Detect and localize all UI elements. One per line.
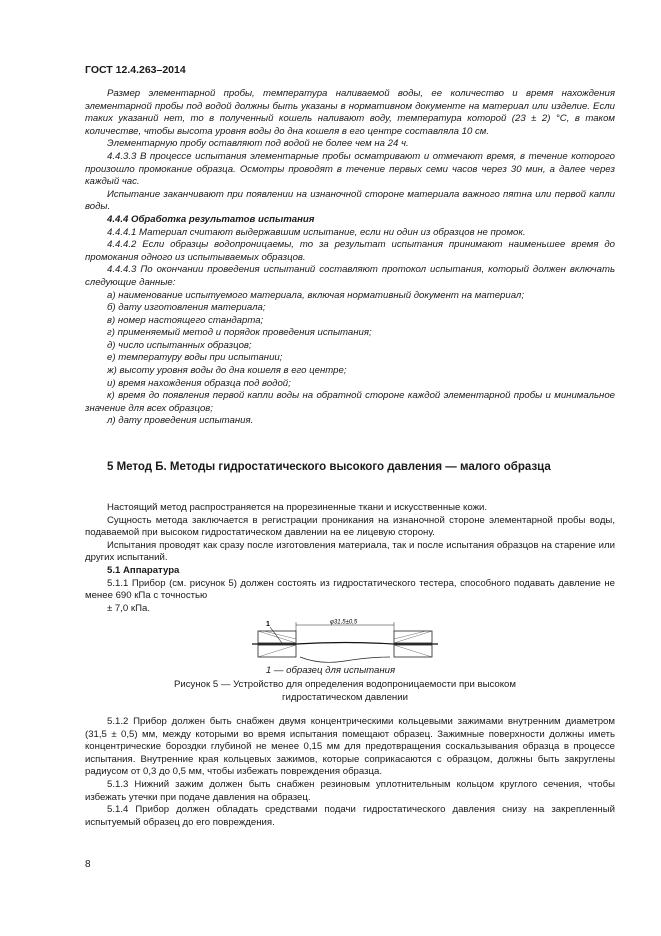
paragraph: Испытание заканчивают при появлении на изнаночной стороне материала важного пятна или первой капли воды. (85, 188, 615, 213)
list-item: к) время до появления первой капли воды на обратной стороне каждой элементарной пробы и минимальное значение для всех образцов; (85, 390, 615, 414)
paragraph: 5.1.1 Прибор (см. рисунок 5) должен состоять из гидростатического тестера, способного подавать давление не менее 690 кПа с точностью (85, 577, 615, 602)
page-number: 8 (85, 859, 91, 870)
list-item: е) температуру воды при испытании; (107, 352, 283, 364)
italic-block (85, 88, 615, 428)
callout-1: 1 (266, 621, 270, 628)
paragraph: Настоящий метод распространяется на прорезиненные ткани и искусственные кожи. (107, 502, 488, 513)
list-item: а) наименование испытуемого материала, включая нормативный документ на материал; (107, 289, 525, 301)
list-item: и) время нахождения образца под водой; (107, 377, 291, 389)
paragraph: Элементарную пробу оставляют под водой не более чем на 24 ч. (107, 138, 409, 150)
figure-legend: 1 — образец для испытания (265, 665, 396, 676)
paragraph: 4.4.4.3 По окончании проведения испытаний составляют протокол испытания, который должен включать следующие данные: (85, 264, 615, 288)
paragraph: Размер элементарной пробы, температура наливаемой воды, ее количество и время нахождения элементарной пробы под водой должны быть указаны в нормативном документе на материал или изделие. Если таких указаний нет, то в полученный кошель наливают воду, температура которой (23 ± 2) °С, в таком количестве, чтобы высота уровня воды до дна кошеля в его центре составляла 10 см. (85, 88, 615, 137)
paragraph: ± 7,0 кПа. (107, 602, 151, 614)
paragraph: 4.4.3.3 В процессе испытания элементарные пробы осматривают и отмечают время, в течение которого произошло промокание образца. Осмотры проводят в течение первых семи часов через 30 мин, а далее через каждый час. (85, 150, 615, 188)
paragraph: Сущность метода заключается в регистрации проникания на изнаночной стороне элементарной пробы воды, подаваемой при высоком гидростатическом давлении на ее лицевую сторону. (85, 514, 615, 539)
document-header: ГОСТ 12.4.263–2014 (85, 64, 186, 76)
list-item: л) дату проведения испытания. (107, 415, 254, 427)
list-item: д) число испытанных образцов; (107, 339, 252, 351)
paragraph: 4.4.4.1 Материал считают выдержавшим испытание, если ни один из образцов не промок. (107, 226, 526, 238)
paragraph: 4.4.4.2 Если образцы водопроницаемы, то за результат испытания принимают наименьшее время до промокания одного из испытываемых образцов. (85, 239, 615, 263)
subsection-heading: 5.1 Аппаратура (107, 564, 180, 576)
dimension-label: φ31,5±0,5 (330, 619, 358, 626)
subsection-heading: 4.4.4 Обработка результатов испытания (107, 213, 315, 225)
section-5-title (85, 460, 615, 475)
list-item: в) номер настоящего стандарта; (107, 314, 264, 326)
figure-5-drawing (250, 617, 440, 667)
paragraph: 5.1.3 Нижний зажим должен быть снабжен резиновым уплотнительным кольцом круглого сечения, чтобы избежать утечки при подаче давления на образец. (85, 778, 615, 803)
section-5-continued (85, 716, 615, 829)
list-item: ж) высоту уровня воды до дна кошеля в его центре; (107, 365, 347, 377)
paragraph: Испытания проводят как сразу после изготовления материала, так и после испытания образцов на старение или других испытаний. (85, 539, 615, 564)
list-item: б) дату изготовления материала; (107, 302, 266, 314)
report-items-list (85, 290, 615, 429)
section-5-body (85, 502, 615, 615)
paragraph: 5.1.4 Прибор должен обладать средствами подачи гидростатического давления снизу на закрепленный испытуемый образец до его повреждения. (85, 804, 615, 828)
paragraph: 5.1.2 Прибор должен быть снабжен двумя концентрическими кольцевыми зажимами внутренним диаметром (31,5 ± 0,5) мм, между которыми во время испытания помещают образец. Зажимные поверхности должны иметь концентрические бороздки глубиной не менее 0,15 мм для предотвращения соскальзывания образца в процессе испытания. Внутренние края кольцевых зажимов, которые соприкасаются с образцом, должны быть закруглены радиусом от 0,3 до 0,5 мм, чтобы избежать повреждения образца. (85, 716, 615, 778)
list-item: г) применяемый метод и порядок проведения испытания; (107, 327, 372, 339)
section-title-text: 5 Метод Б. Методы гидростатического высокого давления — малого образца (107, 461, 551, 473)
figure-caption: Рисунок 5 — Устройство для определения водопроницаемости при высоком гидростатическом давлении (174, 679, 516, 703)
